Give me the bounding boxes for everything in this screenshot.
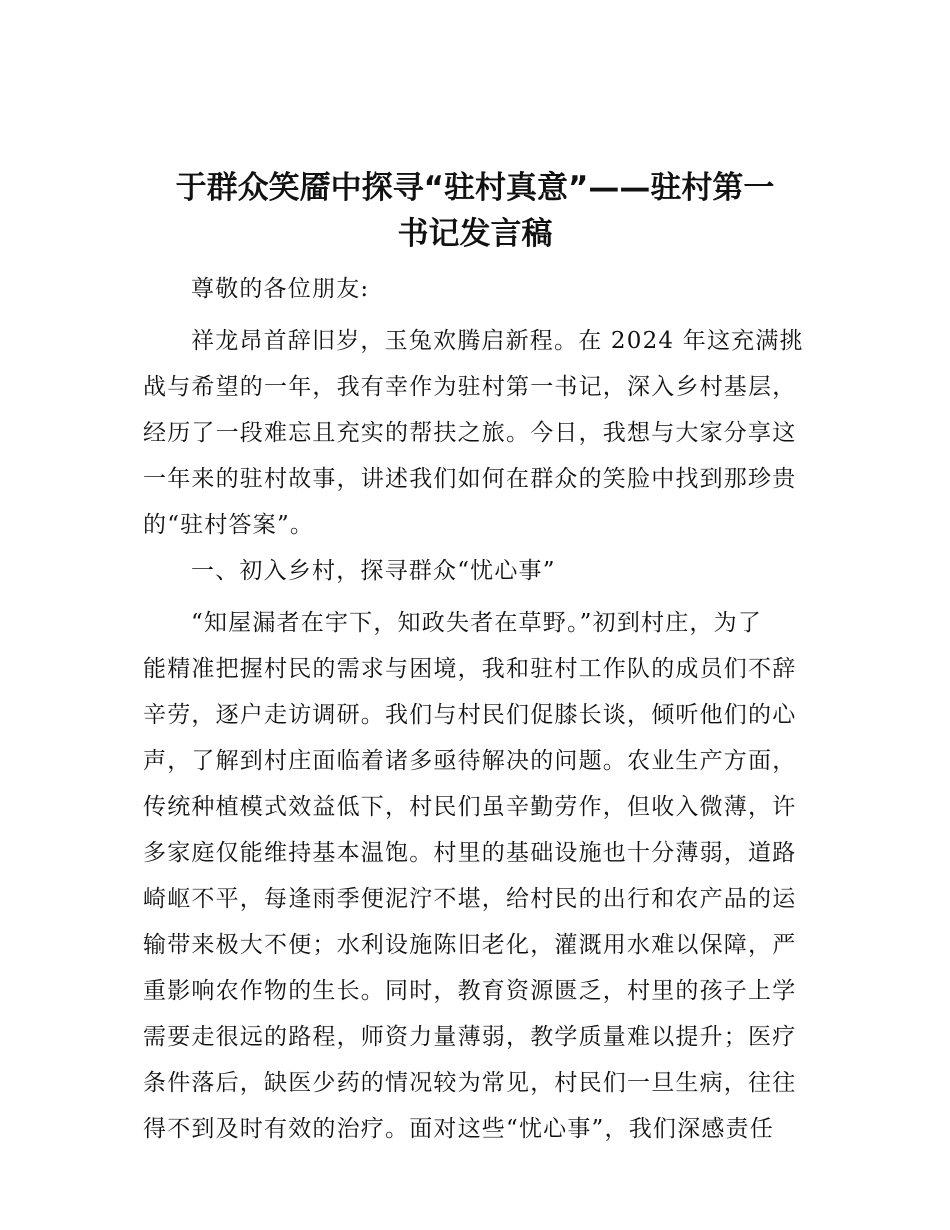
paragraph-2-line-12: 得不到及时有效的治疗。面对这些“忧心事”，我们深感责任 <box>143 1116 774 1142</box>
paragraph-2-line-4: 声，了解到村庄面临着诸多亟待解决的问题。农业生产方面， <box>143 748 797 774</box>
paragraph-2-line-3: 辛劳，逐户走访调研。我们与村民们促膝长谈，倾听他们的心 <box>143 702 797 728</box>
paragraph-2-line-5: 传统种植模式效益低下，村民们虽辛勤劳作，但收入微薄，许 <box>143 794 797 820</box>
paragraph-2-line-11: 条件落后，缺医少药的情况较为常见，村民们一旦生病，往往 <box>143 1070 797 1096</box>
paragraph-2-line-2: 能精准把握村民的需求与困境，我和驻村工作队的成员们不辞 <box>143 656 797 682</box>
paragraph-1-line-1: 祥龙昂首辞旧岁，玉兔欢腾启新程。在 2024 年这充满挑 <box>191 328 804 354</box>
paragraph-1-line-3: 经历了一段难忘且充实的帮扶之旅。今日，我想与大家分享这 <box>143 420 797 446</box>
paragraph-2-line-7: 崎岖不平，每逢雨季便泥泞不堪，给村民的出行和农产品的运 <box>143 886 797 912</box>
paragraph-1-line-5: 的“驻村答案”。 <box>143 512 315 538</box>
paragraph-2-line-1: “知屋漏者在宇下，知政失者在草野。”初到村庄，为了 <box>191 610 763 636</box>
paragraph-2-line-9: 重影响农作物的生长。同时，教育资源匮乏，村里的孩子上学 <box>143 978 797 1004</box>
document-title-line-2: 书记发言稿 <box>397 216 553 252</box>
paragraph-2-line-10: 需要走很远的路程，师资力量薄弱，教学质量难以提升；医疗 <box>143 1024 797 1050</box>
section-heading-1: 一、初入乡村，探寻群众“忧心事” <box>191 558 556 584</box>
paragraph-1-line-4: 一年来的驻村故事，讲述我们如何在群众的笑脸中找到那珍贵 <box>143 466 797 492</box>
document-title-line-1: 于群众笑靥中探寻“驻村真意”——驻村第一 <box>175 170 775 206</box>
paragraph-2-line-8: 输带来极大不便；水利设施陈旧老化，灌溉用水难以保障，严 <box>143 932 797 958</box>
paragraph-1-line-2: 战与希望的一年，我有幸作为驻村第一书记，深入乡村基层， <box>143 374 797 400</box>
paragraph-2-line-6: 多家庭仅能维持基本温饱。村里的基础设施也十分薄弱，道路 <box>143 840 797 866</box>
salutation: 尊敬的各位朋友: <box>191 276 370 302</box>
